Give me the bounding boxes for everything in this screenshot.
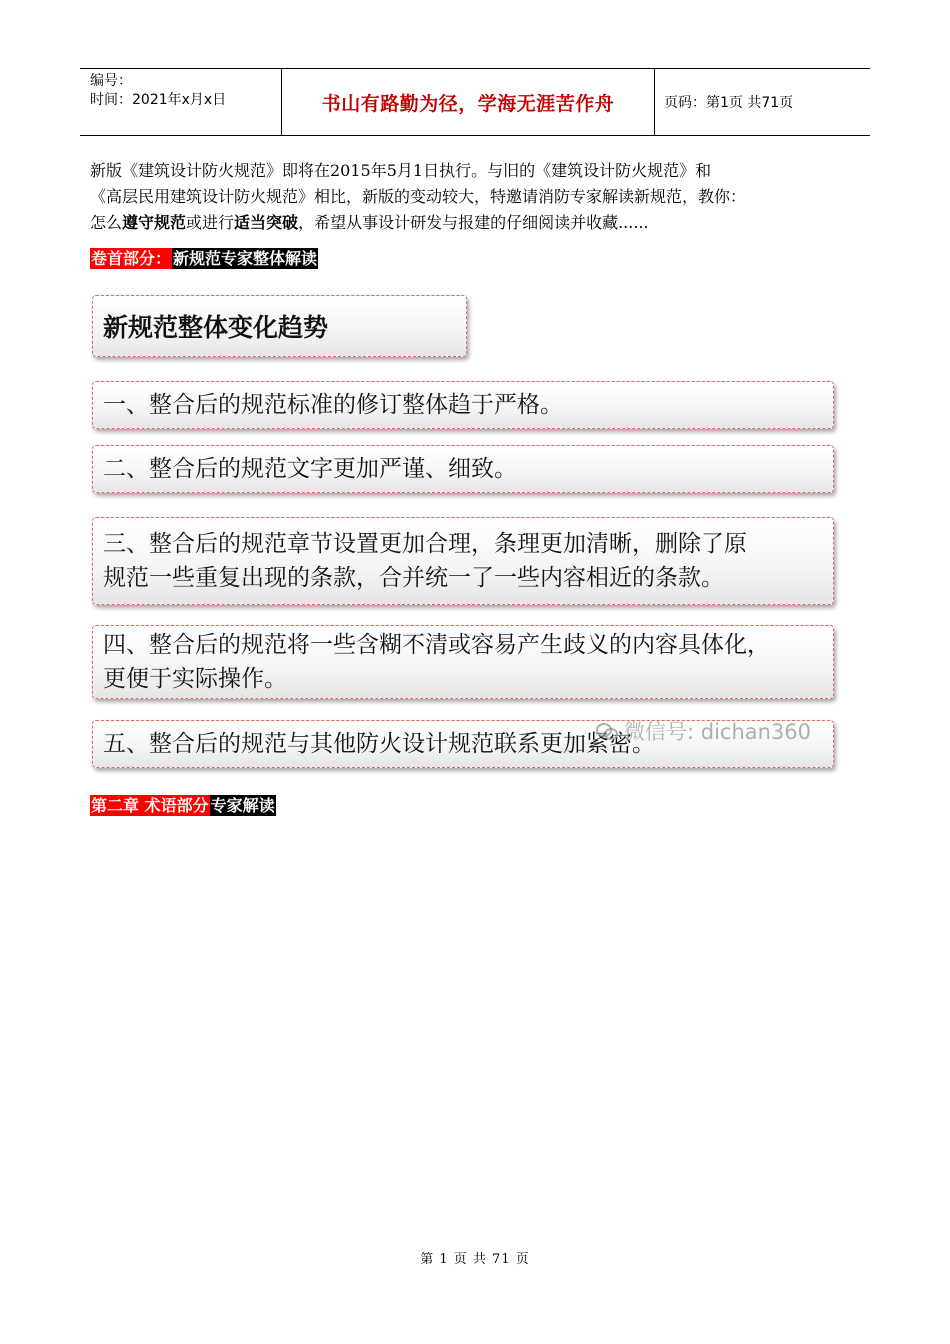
header-page-info: 页码：第1页 共71页 [664,95,794,111]
trend-item-text: 五、整合后的规范与其他防火设计规范联系更加紧密。 [103,731,655,757]
trend-item-text: 规范一些重复出现的条款，合并统一了一些内容相近的条款。 [103,565,724,591]
trend-item-text: 更便于实际操作。 [103,666,287,692]
trend-item-text: 一、整合后的规范标准的修订整体趋于严格。 [103,392,563,418]
section-heading-red: 卷首部分： [91,249,172,268]
intro-paragraph [90,158,880,236]
wechat-watermark [596,716,811,746]
section-heading-chapter2 [90,795,276,817]
intro-line-3 [90,210,880,236]
intro-emphasis-break: 适当突破 [234,213,299,232]
intro-line-1: 新版《建筑设计防火规范》即将在2015年5月1日执行。与旧的《建筑设计防火规范》和 [90,161,712,180]
trend-item-3 [92,517,834,605]
intro-text: 怎么 [90,213,123,232]
trend-item-4 [92,625,834,699]
wechat-icon [596,723,618,739]
intro-text: 或进行 [186,213,235,232]
watermark-text: 微信号: dichan360 [624,720,812,744]
section-heading-preface [90,248,318,270]
trend-item-text: 四、整合后的规范将一些含糊不清或容易产生歧义的内容具体化， [103,632,770,658]
trend-item-1 [92,381,834,429]
intro-emphasis-comply: 遵守规范 [122,213,187,232]
page-footer: 第 1 页 共 71 页 [420,1252,530,1267]
overall-trend-title: 新规范整体变化趋势 [103,313,329,342]
trend-item-2 [92,445,834,493]
document-number-label: 编号： [90,73,132,89]
section-heading-black: 专家解读 [210,796,275,815]
intro-line-2: 《高层民用建筑设计防火规范》相比，新版的变动较大，特邀请消防专家解读新规范，教你： [90,187,747,206]
header-page-cell [655,69,870,135]
intro-text: ，希望从事设计研发与报建的仔细阅读并收藏...... [298,213,649,232]
overall-trend-title-box [92,295,467,357]
header-meta [80,69,282,135]
document-header [80,68,870,136]
trend-item-text: 三、整合后的规范章节设置更加合理，条理更加清晰，删除了原 [103,531,747,557]
section-heading-black: 新规范专家整体解读 [173,249,318,268]
trend-item-text: 二、整合后的规范文字更加严谨、细致。 [103,456,517,482]
header-motto-cell [282,69,655,135]
section-heading-red: 第二章 术语部分 [91,796,209,815]
document-date: 时间：2021年x月x日 [90,92,227,108]
header-motto: 书山有路勤为径，学海无涯苦作舟 [321,92,615,115]
